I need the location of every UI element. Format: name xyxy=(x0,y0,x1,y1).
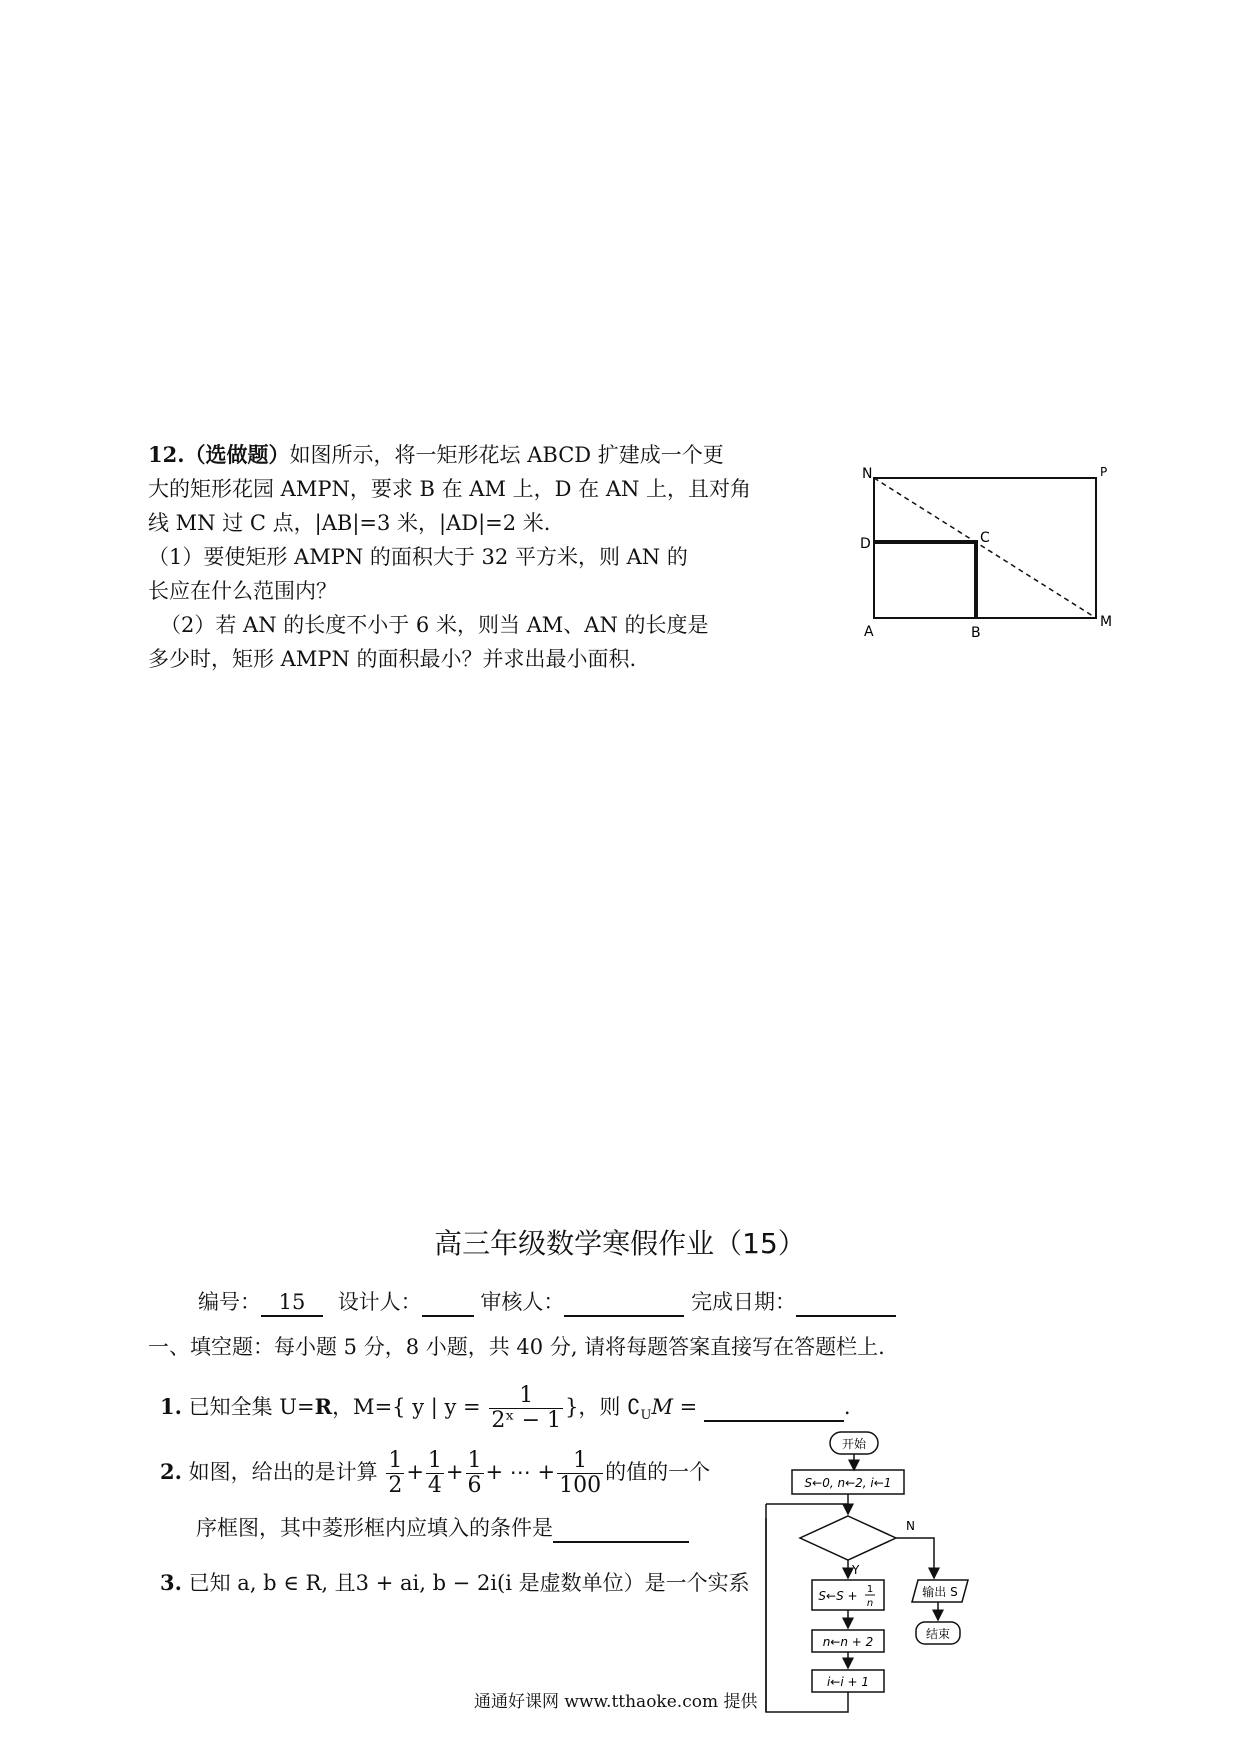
fraction-1 xyxy=(386,1449,404,1498)
label-N: N xyxy=(862,466,873,482)
plus-sign: + xyxy=(406,1460,424,1484)
footer-text: 通通好课网 www.tthaoke.com 提供 xyxy=(474,1692,758,1712)
serial-value: 15 xyxy=(261,1289,323,1317)
question-1-prefix: 已知全集 U= xyxy=(188,1395,315,1419)
fraction-3-num: 1 xyxy=(467,1449,482,1473)
problem-text: 如图所示，将一矩形花坛 ABCD 扩建成一个更 xyxy=(289,443,724,467)
reviewer-label: 审核人： xyxy=(480,1290,565,1314)
flow-output-label: 输出 S xyxy=(922,1585,958,1599)
question-1-mid: ，M={ y | y = xyxy=(332,1395,481,1419)
garden-figure xyxy=(858,460,1118,640)
question-1-subscript: U xyxy=(640,1408,652,1424)
fraction-2-num: 1 xyxy=(427,1449,442,1473)
designer-label: 设计人： xyxy=(337,1290,422,1314)
fraction-1-num: 1 xyxy=(388,1449,403,1473)
label-D: D xyxy=(860,536,871,552)
question-2-prefix: 如图，给出的是计算 xyxy=(188,1460,378,1484)
rectangle-ABCD-edges xyxy=(874,542,976,618)
problem-12-part1-line2: 长应在什么范围内？ xyxy=(148,579,337,603)
section-1-heading: 一、填空题：每小题 5 分，8 小题，共 40 分, 请将每题答案直接写在答题栏上. xyxy=(148,1335,885,1359)
flow-init-label: S←0, n←2, i←1 xyxy=(804,1476,892,1490)
fraction-4 xyxy=(557,1449,603,1498)
label-B: B xyxy=(971,625,981,640)
question-1-fraction xyxy=(489,1384,563,1433)
flow-update-i-label: i←i + 1 xyxy=(826,1675,870,1689)
fraction-3-den: 6 xyxy=(467,1473,482,1498)
designer-blank xyxy=(422,1289,474,1317)
fraction-2-den: 4 xyxy=(427,1473,442,1498)
question-2-answer-blank xyxy=(553,1515,689,1543)
ellipsis-sum: + ⋯ + xyxy=(485,1460,556,1484)
question-1-end: . xyxy=(843,1395,851,1419)
flow-no-label: N xyxy=(906,1519,915,1533)
label-A: A xyxy=(864,624,874,640)
fraction-1-den: 2 xyxy=(388,1473,403,1498)
problem-12-part1-line1: （1）要使矩形 AMPN 的面积大于 32 平方米，则 AN 的 xyxy=(148,545,688,569)
plus-sign: + xyxy=(445,1460,464,1484)
problem-12-part2-line1: （2）若 AN 的长度不小于 6 米，则当 AM、AN 的长度是 xyxy=(160,613,709,637)
flow-end-label: 结束 xyxy=(925,1627,951,1641)
question-1-number: 1. xyxy=(160,1394,182,1419)
flow-decision-diamond xyxy=(800,1516,896,1560)
label-C: C xyxy=(980,530,990,546)
flow-update-s-den: n xyxy=(866,1598,874,1609)
fraction-2 xyxy=(426,1449,444,1498)
question-1-answer-blank xyxy=(704,1394,844,1422)
flow-update-s-label: S←S + xyxy=(818,1589,858,1603)
fraction-4-num: 1 xyxy=(557,1449,603,1474)
problem-12-part2-line2: 多少时，矩形 AMPN 的面积最小？并求出最小面积. xyxy=(148,647,637,671)
flow-update-s-num: 1 xyxy=(866,1584,874,1595)
diagonal-MN xyxy=(874,478,1096,618)
question-1-tail: M = xyxy=(651,1395,698,1419)
fraction-numerator: 1 xyxy=(489,1384,563,1409)
question-1-suffix: }，则 ∁ xyxy=(565,1395,641,1419)
assignment-info-row xyxy=(198,1287,896,1317)
question-2-suffix: 的值的一个 xyxy=(605,1460,711,1484)
question-3 xyxy=(160,1568,756,1598)
question-2-number: 2. xyxy=(160,1459,182,1484)
question-2-text: 序框图，其中菱形框内应填入的条件是 xyxy=(196,1516,553,1540)
fraction-3 xyxy=(466,1449,484,1498)
problem-12-line3: 线 MN 过 C 点，|AB|=3 米，|AD|=2 米. xyxy=(148,511,551,535)
fraction-denominator: 2ˣ − 1 xyxy=(491,1408,562,1433)
flow-start-label: 开始 xyxy=(841,1437,867,1451)
problem-number: 12. xyxy=(148,442,185,467)
flow-update-n-label: n←n + 2 xyxy=(822,1635,874,1649)
question-2-line2 xyxy=(196,1513,689,1543)
date-blank xyxy=(796,1289,896,1317)
problem-12-line1 xyxy=(148,440,724,470)
question-1 xyxy=(160,1384,851,1433)
label-M: M xyxy=(1100,614,1113,630)
date-label: 完成日期： xyxy=(691,1290,797,1314)
question-3-text: 已知 a, b ∈ R, 且3 + ai, b − 2i(i 是虚数单位）是一个实系 xyxy=(188,1571,750,1595)
fraction-4-den: 100 xyxy=(559,1473,602,1498)
question-2-line1 xyxy=(160,1449,756,1498)
label-P: P xyxy=(1100,465,1108,479)
serial-label: 编号： xyxy=(198,1290,261,1314)
problem-12-line2: 大的矩形花园 AMPN，要求 B 在 AM 上，D 在 AN 上，且对角 xyxy=(148,477,752,501)
problem-tag: （选做题） xyxy=(184,442,290,467)
question-1-R: R xyxy=(314,1394,333,1419)
question-3-number: 3. xyxy=(160,1570,182,1595)
flow-yes-label: Y xyxy=(852,1563,860,1577)
flowchart xyxy=(756,1430,1006,1730)
flow-arrow-no xyxy=(896,1538,934,1578)
reviewer-blank xyxy=(564,1289,684,1317)
page-title: 高三年级数学寒假作业（15） xyxy=(434,1227,806,1260)
